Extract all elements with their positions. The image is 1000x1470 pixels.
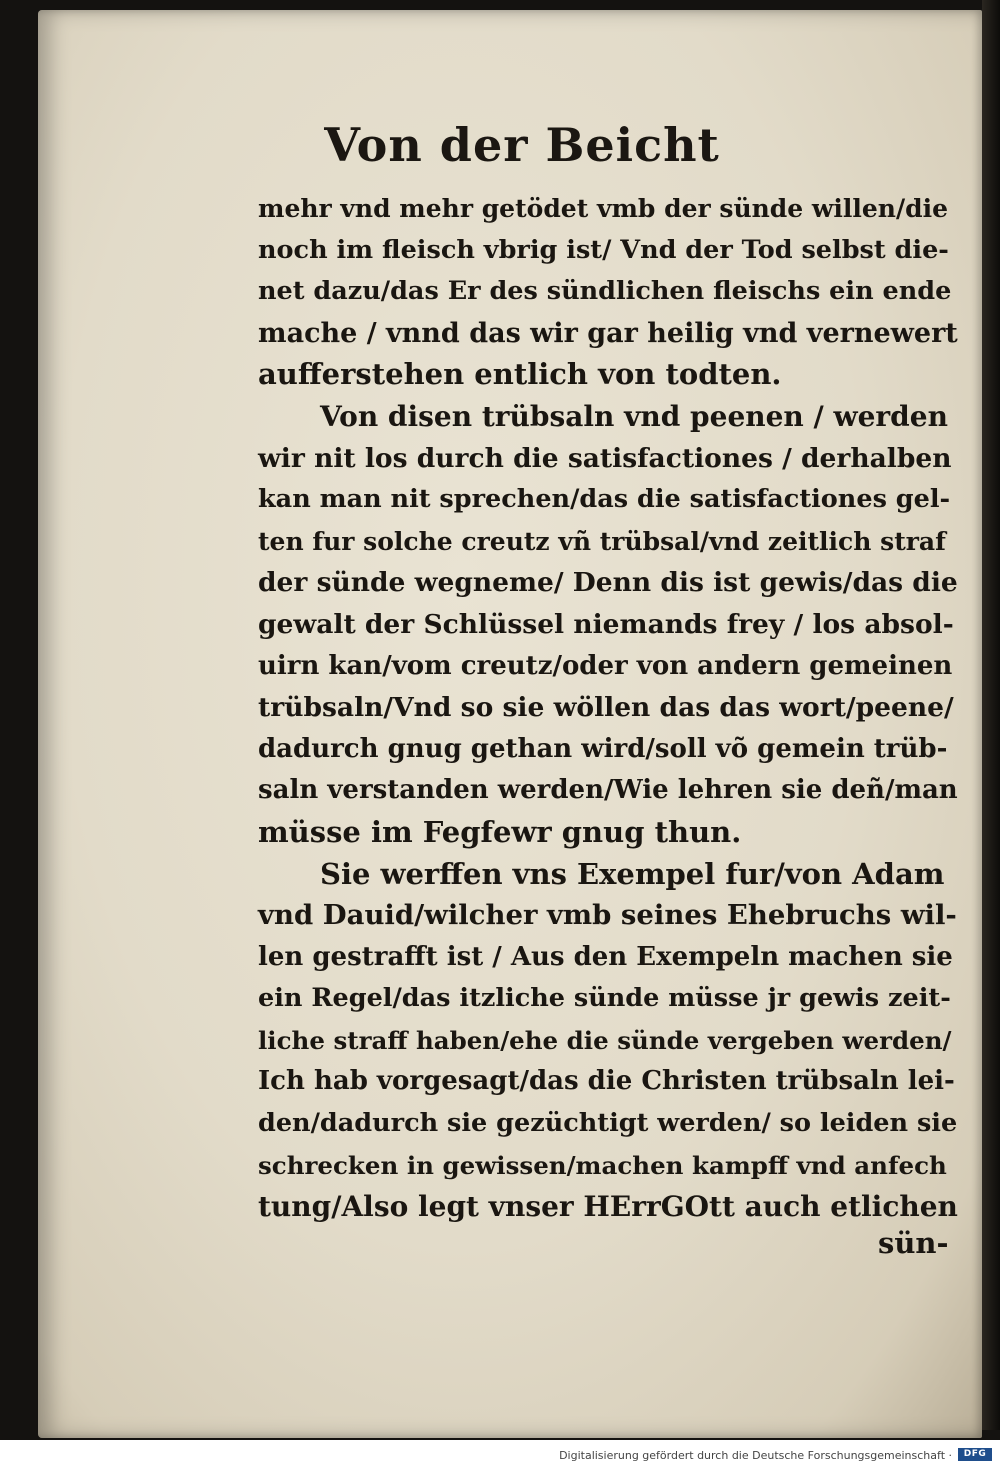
text-line: Sie werffen vns Exempel fur/von Adam bbox=[320, 856, 945, 891]
text-line: mache / vnnd das wir gar heilig vnd vernewert bbox=[258, 317, 958, 349]
text-line: tung/Also legt vnser HErrGOtt auch etlichen bbox=[258, 1190, 958, 1224]
text-line: schrecken in gewissen/machen kampff vnd anfech bbox=[258, 1150, 947, 1180]
text-line: müsse im Fegfewr gnug thun. bbox=[258, 814, 742, 849]
text-line: Von disen trübsaln vnd peenen / werden bbox=[320, 399, 948, 433]
text-line: noch im fleisch vbrig ist/ Vnd der Tod selbst die- bbox=[258, 234, 949, 265]
body-text bbox=[258, 188, 958, 1228]
funding-credit: Digitalisierung gefördert durch die Deutsche Forschungsgemeinschaft · bbox=[559, 1449, 952, 1462]
text-line: Ich hab vorgesagt/das die Christen trübsaln lei- bbox=[258, 1066, 955, 1097]
text-line: uirn kan/vom creutz/oder von andern gemeinen bbox=[258, 650, 953, 681]
footer-bar bbox=[0, 1440, 1000, 1470]
text-line: ten fur solche creutz vñ trübsal/vnd zeitlich straf bbox=[258, 526, 946, 556]
text-line: kan man nit sprechen/das die satisfactiones gel- bbox=[258, 484, 951, 515]
dfg-logo-icon: DFG bbox=[958, 1448, 992, 1461]
text-line: der sünde wegneme/ Denn dis ist gewis/das die bbox=[258, 567, 958, 599]
text-line: saln verstanden werden/Wie lehren sie deñ/man bbox=[258, 775, 958, 806]
text-line: ein Regel/das itzliche sünde müsse jr gewis zeit- bbox=[258, 983, 951, 1014]
text-line: net dazu/das Er des sündlichen fleischs ein ende bbox=[258, 276, 952, 307]
text-line: len gestrafft ist / Aus den Exempeln machen sie bbox=[258, 941, 953, 972]
text-line: den/dadurch sie gezüchtigt werden/ so leiden sie bbox=[258, 1108, 958, 1139]
binding-edge bbox=[982, 0, 1000, 1430]
text-line: liche straff haben/ehe die sünde vergeben werden/ bbox=[258, 1025, 952, 1055]
text-line: wir nit los durch die satisfactiones / derhalben bbox=[258, 442, 952, 474]
text-line: vnd Dauid/wilcher vmb seines Ehebruchs wil- bbox=[258, 899, 957, 932]
text-line: aufferstehen entlich von todten. bbox=[258, 357, 782, 392]
text-line: dadurch gnug gethan wird/soll võ gemein trüb- bbox=[258, 733, 948, 764]
catchword: sün- bbox=[878, 1226, 949, 1260]
text-line: trübsaln/Vnd so sie wöllen das das wort/peene/ bbox=[258, 692, 954, 724]
text-line: gewalt der Schlüssel niemands frey / los absol- bbox=[258, 608, 954, 640]
text-line: mehr vnd mehr getödet vmb der sünde willen/die bbox=[258, 194, 949, 223]
running-head: Von der Beicht bbox=[324, 118, 720, 172]
